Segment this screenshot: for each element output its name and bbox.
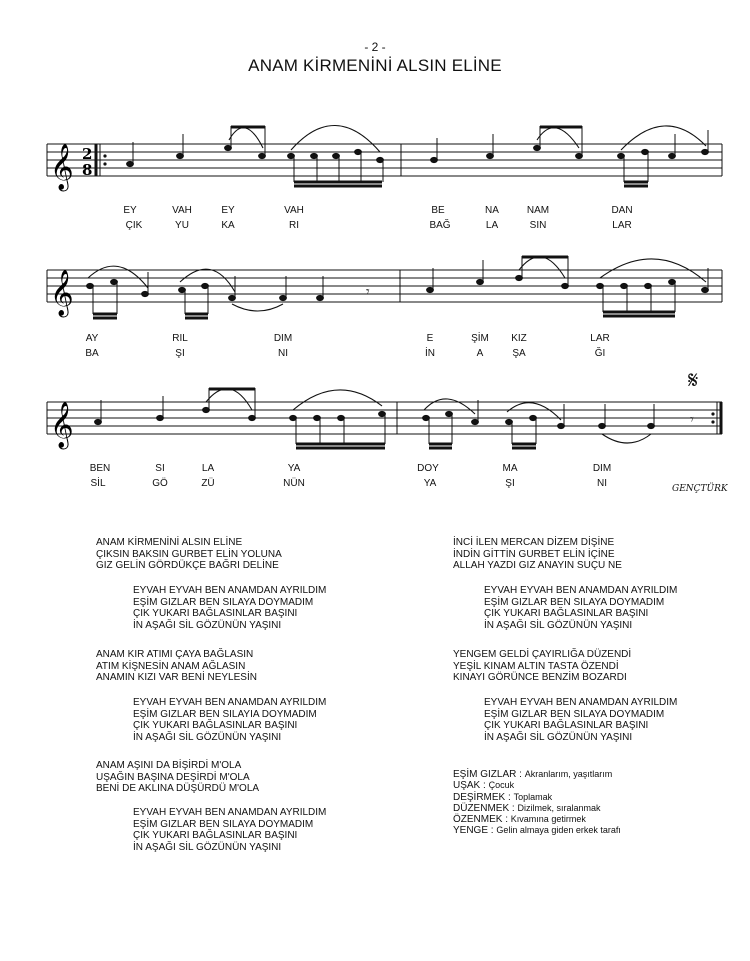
svg-text:𝄾: 𝄾 xyxy=(366,284,370,300)
verse-line: EŞİM GIZLAR BEN SILAYA DOYMADIM xyxy=(484,708,665,720)
lyric-syllable: BE xyxy=(431,205,445,216)
glossary-term: DÜZENMEK xyxy=(453,802,510,814)
slurs-system-1 xyxy=(229,125,706,152)
lyric-syllable: DOY xyxy=(417,463,439,474)
verse-line: BENİ DE AKLINA DÜŞÜRDÜ M'OLA xyxy=(96,783,260,794)
glossary-definition: Kıvamına getirmek xyxy=(510,814,586,825)
verse-line: ANAM AŞINI DA BİŞİRDİ M'OLA xyxy=(96,760,242,771)
glossary-entry: YENGE : Gelin almaya giden erkek tarafı xyxy=(453,825,621,837)
verse-line: ÇIK YUKARI BAĞLASINLAR BAŞINI xyxy=(133,720,298,731)
glossary-definition: Akranlarım, yaşıtlarım xyxy=(524,769,613,779)
song-title: ANAM KİRMENİNİ ALSIN ELİNE xyxy=(248,56,502,75)
lyric-syllable: EY xyxy=(123,205,137,216)
glossary-term: YENGE xyxy=(453,825,489,837)
glossary-term: UŞAK xyxy=(453,780,481,792)
verse-line: EYVAH EYVAH BEN ANAMDAN AYRILDIM xyxy=(484,585,678,596)
verse-line: İN AŞAĞI SİL GÖZÜNÜN YAŞINI xyxy=(133,841,282,853)
staff-system-1 xyxy=(0,100,750,240)
verse-line: EYVAH EYVAH BEN ANAMDAN AYRILDIM xyxy=(133,807,327,818)
glossary xyxy=(453,769,621,837)
verse-block xyxy=(453,537,622,572)
lyric-syllable: SIN xyxy=(529,220,547,231)
glossary-entry: ÖZENMEK : Kıvamına getirmek xyxy=(453,814,586,826)
glossary-term: EŞİM GIZLAR xyxy=(453,769,517,780)
verse-line: ATIM KİŞNESİN ANAM AĞLASIN xyxy=(96,660,246,672)
lyric-syllable: NAM xyxy=(526,205,550,216)
lyric-syllable: MA xyxy=(502,463,518,474)
verse-line: YEŞİL KINAM ALTIN TASTA ÖZENDİ xyxy=(453,660,619,672)
lyric-syllable: KIZ xyxy=(511,333,527,344)
lyric-syllable: KA xyxy=(221,220,235,231)
lyric-syllable: GÖ xyxy=(152,478,168,489)
lyric-syllable: ŞI xyxy=(505,478,515,489)
lyric-syllable: EY xyxy=(221,205,235,216)
lyric-syllable: NÜN xyxy=(283,478,305,489)
glossary-entry: UŞAK : Çocuk xyxy=(453,780,515,792)
svg-text:𝄾: 𝄾 xyxy=(690,412,694,428)
lyric-syllable: VAH xyxy=(172,205,192,216)
treble-clef-icon: 𝄞 xyxy=(50,144,74,190)
verse-line: GIZ GELİN GÖRDÜKÇE BAĞRI DELİNE xyxy=(96,560,279,571)
glossary-term: DEŞİRMEK xyxy=(453,791,506,803)
glossary-term: ÖZENMEK xyxy=(453,814,503,826)
time-signature-bottom: 8 xyxy=(82,161,93,179)
glossary-definition: Gelin almaya giden erkek tarafı xyxy=(496,825,621,836)
lyric-syllable: SI xyxy=(155,463,165,474)
lyric-syllable: DIM xyxy=(273,333,293,344)
chorus-block xyxy=(133,697,326,743)
verse-line: EŞİM GIZLAR BEN SILAYA DOYMADIM xyxy=(133,596,314,608)
lyric-syllable: ŞA xyxy=(512,348,526,359)
treble-clef-icon: 𝄞 xyxy=(50,402,74,448)
notes-system-2 xyxy=(87,256,709,318)
time-signature-top: 2 xyxy=(82,145,93,163)
lyric-syllable: E xyxy=(426,333,434,344)
lyric-syllable: LA xyxy=(201,463,215,474)
verse-line: İNDİN GİTTİN GURBET ELİN İÇİNE xyxy=(453,548,615,560)
chorus-block xyxy=(133,585,326,631)
staff-lines xyxy=(47,144,722,176)
lyric-syllable: YA xyxy=(423,478,437,489)
lyric-syllable: RIL xyxy=(172,333,188,344)
segno-icon: 𝄋 xyxy=(688,366,699,394)
verse-line: ÇIK YUKARI BAĞLASINLAR BAŞINI xyxy=(133,830,298,841)
lyric-syllable: DIM xyxy=(592,463,612,474)
chorus-block xyxy=(484,585,677,631)
glossary-definition: Toplamak xyxy=(513,791,553,802)
treble-clef-icon: 𝄞 xyxy=(50,270,74,316)
lyric-syllable: NA xyxy=(485,205,499,216)
verse-line: İN AŞAĞI SİL GÖZÜNÜN YAŞINI xyxy=(484,619,633,631)
verse-block xyxy=(96,760,259,795)
lyric-syllable: LAR xyxy=(612,220,632,231)
verse-line: EYVAH EYVAH BEN ANAMDAN AYRILDIM xyxy=(133,697,327,708)
lyric-syllable: YA xyxy=(287,463,301,474)
glossary-definition: Dizilmek, sıralanmak xyxy=(517,802,601,813)
verse-block xyxy=(453,649,631,684)
verse-block xyxy=(96,649,257,684)
verse-line: ANAM KIR ATIMI ÇAYA BAĞLASIN xyxy=(96,649,254,660)
page-number: - 2 - xyxy=(364,40,386,54)
verse-line: ANAMIN KIZI VAR BENİ NEYLESİN xyxy=(96,672,257,683)
lyric-syllable: NI xyxy=(278,348,288,359)
glossary-entry: DÜZENMEK : Dizilmek, sıralanmak xyxy=(453,802,601,814)
lyric-syllable: DAN xyxy=(611,205,633,216)
glossary-entry: DEŞİRMEK : Toplamak xyxy=(453,791,553,803)
lyric-syllable: İN xyxy=(425,348,435,359)
lyric-syllable: ŞİM xyxy=(471,333,489,344)
verse-line: İN AŞAĞI SİL GÖZÜNÜN YAŞINI xyxy=(484,731,633,743)
lyric-syllable: YU xyxy=(175,220,189,231)
lyric-syllable: LA xyxy=(485,220,499,231)
chorus-block xyxy=(133,807,326,853)
verse-line: EŞİM GIZLAR BEN SILAYA DOYMADIM xyxy=(133,818,314,830)
verse-line: ÇIK YUKARI BAĞLASINLAR BAŞINI xyxy=(133,608,298,619)
staff-system-2 xyxy=(0,240,750,380)
verse-line: KINAYI GÖRÜNCE BENZİM BOZARDI xyxy=(453,672,627,683)
glossary-definition: Çocuk xyxy=(488,780,515,791)
verse-line: UŞAĞIN BAŞINA DEŞİRDİ M'OLA xyxy=(96,771,250,783)
lyric-syllable: VAH xyxy=(284,205,304,216)
verse-line: İN AŞAĞI SİL GÖZÜNÜN YAŞINI xyxy=(133,619,282,631)
verse-block xyxy=(96,537,282,572)
verse-line: EŞİM GIZLAR BEN SILAYIA DOYMADIM xyxy=(133,708,317,720)
verse-line: ÇIKSIN BAKSIN GURBET ELİN YOLUNA xyxy=(96,548,282,560)
lyric-syllable: BA xyxy=(85,348,99,359)
lyric-syllable: RI xyxy=(289,220,299,231)
verse-line: İN AŞAĞI SİL GÖZÜNÜN YAŞINI xyxy=(133,731,282,743)
lyric-syllable: ĞI xyxy=(594,348,606,359)
staff-system-3 xyxy=(0,380,750,520)
lyric-syllable: BAĞ xyxy=(429,220,451,231)
lyric-syllable: SİL xyxy=(90,478,106,489)
verse-line: İNCİ İLEN MERCAN DİZEM DİŞİNE xyxy=(453,537,615,548)
lyric-syllable: A xyxy=(476,348,484,359)
glossary-entry: EŞİM GIZLAR : Akranlarım, yaşıtlarım xyxy=(453,769,613,780)
verse-line: ANAM KİRMENİNİ ALSIN ELİNE xyxy=(96,537,243,548)
lyric-syllable: LAR xyxy=(590,333,610,344)
chorus-block xyxy=(484,697,677,743)
lyric-syllable: AY xyxy=(85,333,99,344)
verse-line: EŞİM GIZLAR BEN SILAYA DOYMADIM xyxy=(484,596,665,608)
lyric-syllable: ÇIK xyxy=(125,220,143,231)
verse-line: ÇIK YUKARI BAĞLASINLAR BAŞINI xyxy=(484,608,649,619)
lyric-syllable: ŞI xyxy=(175,348,185,359)
verse-line: EYVAH EYVAH BEN ANAMDAN AYRILDIM xyxy=(133,585,327,596)
lyric-syllable: ZÜ xyxy=(201,478,215,489)
verse-line: ALLAH YAZDI GIZ ANAYIN SUÇU NE xyxy=(453,560,622,571)
lyric-syllable: NI xyxy=(597,478,607,489)
verse-line: ÇIK YUKARI BAĞLASINLAR BAŞINI xyxy=(484,720,649,731)
verse-line: EYVAH EYVAH BEN ANAMDAN AYRILDIM xyxy=(484,697,678,708)
composer-signature: GENÇTÜRK xyxy=(672,484,728,494)
lyric-syllable: BEN xyxy=(89,463,111,474)
slurs-system-2 xyxy=(88,257,706,311)
notes-system-1 xyxy=(127,126,709,186)
verse-line: YENGEM GELDİ ÇAYIRLIĞA DÜZENDİ xyxy=(453,649,632,660)
